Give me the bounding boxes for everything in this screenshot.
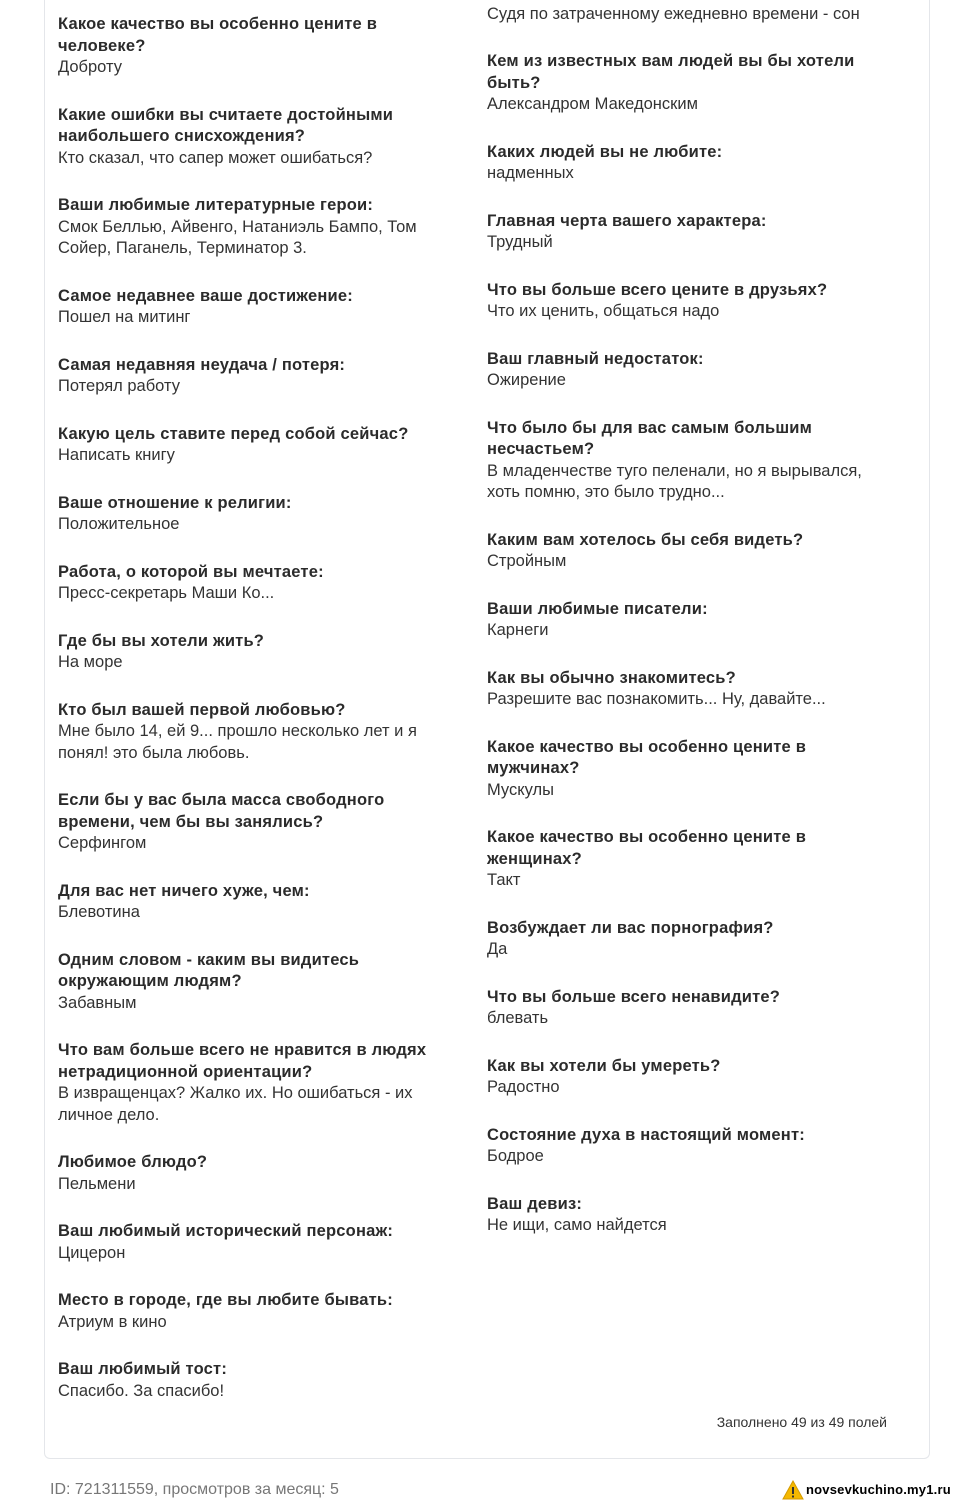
answer-text: Судя по затраченному ежедневно времени - сон bbox=[487, 4, 860, 23]
question-label: Что вы больше всего цените в друзьях? bbox=[487, 280, 828, 299]
answer-text: В извращенцах? Жалко их. Но ошибаться - их личное дело. bbox=[58, 1084, 413, 1124]
question-label: Самое недавнее ваше достижение: bbox=[58, 286, 353, 305]
warning-icon[interactable] bbox=[782, 1480, 804, 1500]
site-watermark: novsevkuchino.my1.ru bbox=[806, 1482, 951, 1497]
answer-text: Смок Беллью, Айвенго, Натаниэль Бампо, Том Сойер, Паганель, Терминатор 3. bbox=[58, 217, 417, 257]
qa-item bbox=[487, 668, 887, 711]
answer-text: Положительное bbox=[58, 515, 180, 533]
answer-text: Радостно bbox=[487, 1078, 560, 1096]
question-label: Ваши любимые писатели: bbox=[487, 599, 708, 618]
question-label: Возбуждает ли вас порнография? bbox=[487, 918, 774, 937]
qa-item bbox=[58, 1152, 458, 1195]
question-label: Что вы больше всего ненавидите? bbox=[487, 987, 781, 1006]
qa-item bbox=[487, 1194, 887, 1237]
qa-item bbox=[58, 790, 458, 855]
question-label: Ваши любимые литературные герои: bbox=[58, 196, 374, 214]
question-label: Место в городе, где вы любите бывать: bbox=[58, 1291, 393, 1309]
qa-item bbox=[58, 286, 458, 329]
qa-item bbox=[58, 105, 458, 170]
question-label: Самая недавняя неудача / потеря: bbox=[58, 355, 346, 374]
answer-text: Ожирение bbox=[487, 371, 566, 389]
qa-item bbox=[487, 211, 887, 254]
qa-item bbox=[58, 881, 458, 924]
question-label: Работа, о которой вы мечтаете: bbox=[58, 562, 324, 581]
qa-item bbox=[58, 1221, 458, 1264]
question-label: Ваш любимый тост: bbox=[58, 1360, 228, 1378]
qa-item bbox=[58, 1290, 458, 1333]
answer-text: Бодрое bbox=[487, 1147, 544, 1165]
answer-text: Потерял работу bbox=[58, 377, 180, 395]
question-label: Каким вам хотелось бы себя видеть? bbox=[487, 530, 804, 549]
question-label: Ваш девиз: bbox=[487, 1194, 583, 1213]
answer-text: Что их ценить, общаться надо bbox=[487, 302, 720, 320]
qa-item bbox=[58, 355, 458, 398]
answer-text: Доброту bbox=[58, 58, 122, 76]
qa-item bbox=[58, 631, 458, 674]
answer-text: Разрешите вас познакомить... Ну, давайте... bbox=[487, 690, 826, 708]
qa-item bbox=[58, 1359, 458, 1402]
qa-item bbox=[487, 1056, 887, 1099]
answer-text: Пресс-секретарь Маши Ко... bbox=[58, 584, 275, 602]
answer-text: Цицерон bbox=[58, 1243, 126, 1262]
questionnaire-card bbox=[44, 0, 930, 1459]
answer-text: Забавным bbox=[58, 993, 137, 1012]
qa-item bbox=[487, 827, 887, 892]
answer-text: Спасибо. За спасибо! bbox=[58, 1381, 225, 1400]
qa-item bbox=[487, 1125, 887, 1168]
question-label: Как вы обычно знакомитесь? bbox=[487, 668, 736, 687]
qa-item bbox=[58, 493, 458, 536]
qa-item bbox=[487, 599, 887, 642]
answer-text: Атриум в кино bbox=[58, 1312, 167, 1331]
question-label: Если бы у вас была масса свободного времени, чем бы вы занялись? bbox=[58, 791, 385, 831]
answer-text: Пошел на митинг bbox=[58, 308, 191, 326]
question-label: Какие ошибки вы считаете достойными наибольшего снисхождения? bbox=[58, 105, 394, 145]
qa-item bbox=[58, 14, 458, 79]
right-column bbox=[487, 0, 887, 1237]
question-label: Ваш главный недостаток: bbox=[487, 349, 704, 368]
answer-text: На море bbox=[58, 653, 123, 671]
question-label: Состояние духа в настоящий момент: bbox=[487, 1125, 805, 1144]
qa-item bbox=[58, 1040, 458, 1126]
left-column bbox=[58, 14, 458, 1402]
question-label: Какое качество вы особенно цените в женщинах? bbox=[487, 828, 807, 868]
question-label: Каких людей вы не любите: bbox=[487, 142, 723, 161]
question-label: Какое качество вы особенно цените в мужчинах? bbox=[487, 737, 807, 777]
question-label: Кем из известных вам людей вы бы хотели быть? bbox=[487, 52, 855, 92]
filled-counter: Заполнено 49 из 49 полей bbox=[716, 1414, 887, 1430]
question-label: Какое качество вы особенно цените в человеке? bbox=[58, 15, 378, 55]
qa-item bbox=[58, 424, 458, 467]
question-label: Какую цель ставите перед собой сейчас? bbox=[58, 424, 409, 443]
question-label: Что было бы для вас самым большим несчастьем? bbox=[487, 418, 813, 458]
question-label: Как вы хотели бы умереть? bbox=[487, 1056, 721, 1075]
qa-item bbox=[487, 530, 887, 573]
answer-text: Александром Македонским bbox=[487, 95, 698, 113]
qa-item bbox=[58, 195, 458, 260]
answer-text: Серфингом bbox=[58, 834, 147, 852]
qa-item bbox=[487, 349, 887, 392]
answer-text: блевать bbox=[487, 1009, 549, 1027]
answer-text: Блевотина bbox=[58, 903, 140, 921]
answer-text: Пельмени bbox=[58, 1174, 136, 1193]
answer-text: Трудный bbox=[487, 233, 553, 251]
answer-text: Мне было 14, ей 9... прошло несколько лет и я понял! это была любовь. bbox=[58, 722, 417, 762]
answer-text: Карнеги bbox=[487, 621, 549, 639]
answer-text: Написать книгу bbox=[58, 446, 175, 464]
answer-text: надменных bbox=[487, 164, 574, 182]
qa-item bbox=[58, 700, 458, 765]
profile-id-views: ID: 721311559, просмотров за месяц: 5 bbox=[50, 1481, 339, 1498]
qa-item bbox=[487, 987, 887, 1030]
qa-item bbox=[487, 918, 887, 961]
question-label: Ваш любимый исторический персонаж: bbox=[58, 1222, 394, 1240]
question-label: Одним словом - каким вы видитесь окружающим людям? bbox=[58, 950, 360, 990]
answer-text: В младенчестве туго пеленали, но я вырывался, хоть помню, это было трудно... bbox=[487, 461, 862, 501]
qa-item bbox=[58, 950, 458, 1015]
question-label: Где бы вы хотели жить? bbox=[58, 631, 265, 650]
question-label: Что вам больше всего не нравится в людях нетрадиционной ориентации? bbox=[58, 1041, 427, 1081]
answer-text: Да bbox=[487, 940, 508, 958]
answer-text: Такт bbox=[487, 871, 521, 889]
qa-item bbox=[487, 142, 887, 185]
qa-item bbox=[487, 418, 887, 504]
question-label: Ваше отношение к религии: bbox=[58, 493, 292, 512]
answer-text: Мускулы bbox=[487, 780, 555, 799]
question-label: Главная черта вашего характера: bbox=[487, 211, 767, 230]
answer-text: Кто сказал, что сапер может ошибаться? bbox=[58, 148, 373, 167]
answer-text: Не ищи, само найдется bbox=[487, 1216, 667, 1234]
qa-item bbox=[487, 0, 887, 25]
qa-item bbox=[487, 737, 887, 802]
question-label: Любимое блюдо? bbox=[58, 1153, 208, 1171]
qa-item bbox=[487, 51, 887, 116]
question-label: Кто был вашей первой любовью? bbox=[58, 700, 346, 719]
qa-item bbox=[58, 562, 458, 605]
question-label: Для вас нет ничего хуже, чем: bbox=[58, 881, 310, 900]
answer-text: Стройным bbox=[487, 552, 567, 570]
qa-item bbox=[487, 280, 887, 323]
